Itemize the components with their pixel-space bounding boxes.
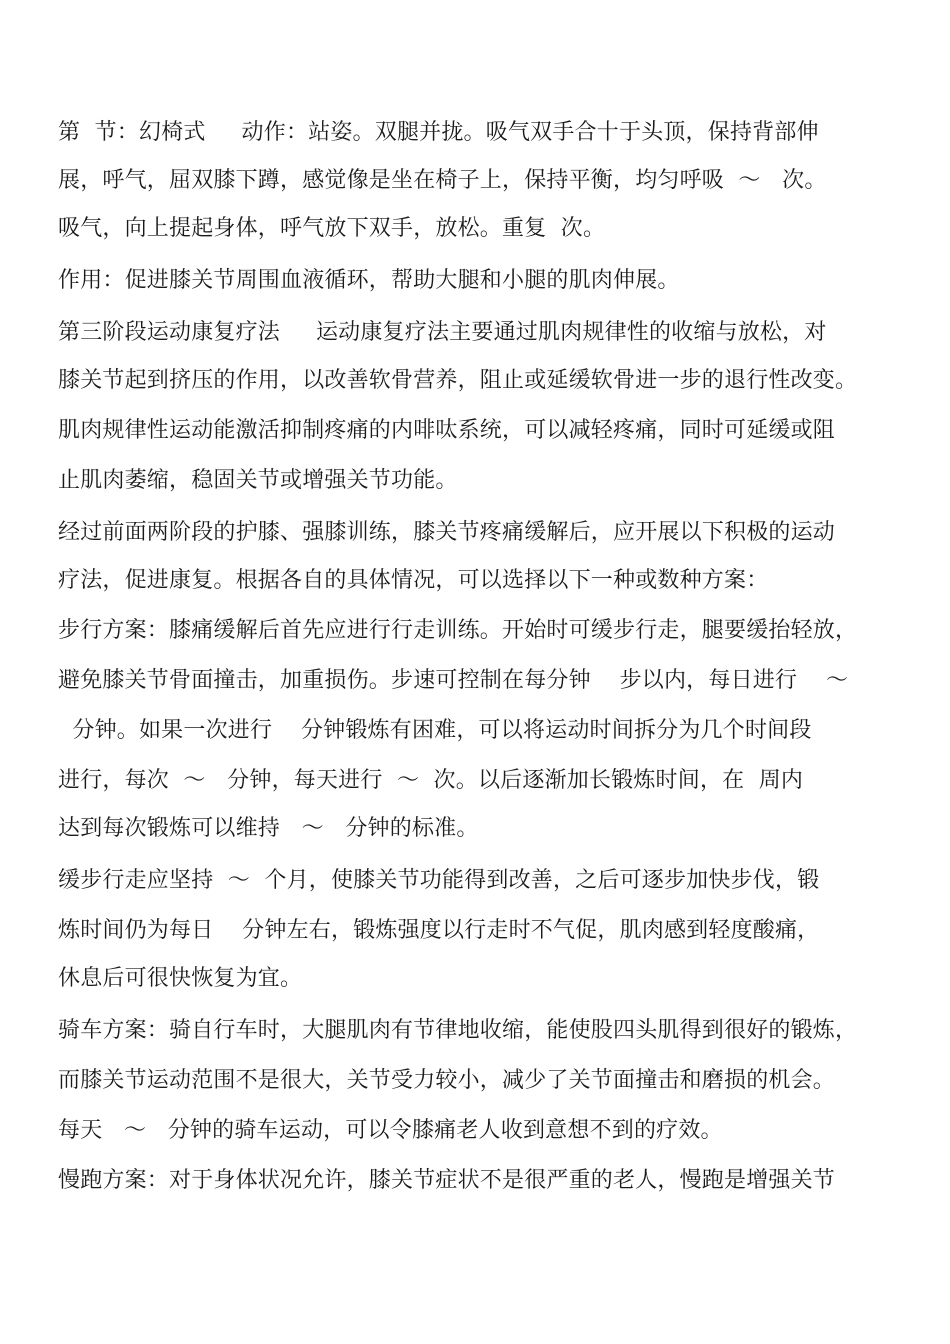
text-line: 第 节：幻椅式 动作：站姿。双腿并拢。吸气双手合十于头顶，保持背部伸 [58,120,819,145]
text-line: 骑车方案：骑自行车时，大腿肌肉有节律地收缩，能使股四头肌得到很好的锻炼， [58,1018,858,1043]
text-line: 步行方案：膝痛缓解后首先应进行行走训练。开始时可缓步行走，腿要缓抬轻放， [58,618,858,643]
text-line: 炼时间仍为每日 分钟左右，锻炼强度以行走时不气促，肌肉感到轻度酸痛， [58,918,820,943]
text-line: 休息后可很快恢复为宜。 [58,966,303,991]
text-line: 每天 ～ 分钟的骑车运动，可以令膝痛老人收到意想不到的疗效。 [58,1118,723,1143]
text-line: 经过前面两阶段的护膝、强膝训练，膝关节疼痛缓解后，应开展以下积极的运动 [58,520,836,545]
text-line: 达到每次锻炼可以维持 ～ 分钟的标准。 [58,816,479,841]
text-line: 而膝关节运动范围不是很大，关节受力较小，减少了关节面撞击和磨损的机会。 [58,1068,836,1093]
text-line: 避免膝关节骨面撞击，加重损伤。步速可控制在每分钟 步以内，每日进行 ～ [58,668,849,693]
text-line: 分钟。如果一次进行 分钟锻炼有困难，可以将运动时间拆分为几个时间段 [58,718,812,743]
text-line: 进行，每次 ～ 分钟，每天进行 ～ 次。以后逐渐加长锻炼时间，在 周内 [58,768,804,793]
text-line: 肌肉规律性运动能激活抑制疼痛的内啡呔系统，可以减轻疼痛，同时可延缓或阻 [58,418,836,443]
text-line: 膝关节起到挤压的作用，以改善软骨营养，阻止或延缓软骨进一步的退行性改变。 [58,368,858,393]
text-line: 第三阶段运动康复疗法 运动康复疗法主要通过肌肉规律性的收缩与放松，对 [58,320,827,345]
text-line: 疗法，促进康复。根据各自的具体情况，可以选择以下一种或数种方案： [58,568,769,593]
text-line: 止肌肉萎缩，稳固关节或增强关节功能。 [58,468,458,493]
text-line: 慢跑方案：对于身体状况允许，膝关节症状不是很严重的老人，慢跑是增强关节 [58,1168,836,1193]
text-line: 展，呼气，屈双膝下蹲，感觉像是坐在椅子上，保持平衡，均匀呼吸 ～ 次。 [58,168,827,193]
text-line: 作用：促进膝关节周围血液循环，帮助大腿和小腿的肌肉伸展。 [58,268,680,293]
text-line: 缓步行走应坚持 ～ 个月，使膝关节功能得到改善，之后可逐步加快步伐，锻 [58,868,820,893]
text-line: 吸气，向上提起身体，呼气放下双手，放松。重复 次。 [58,216,606,241]
